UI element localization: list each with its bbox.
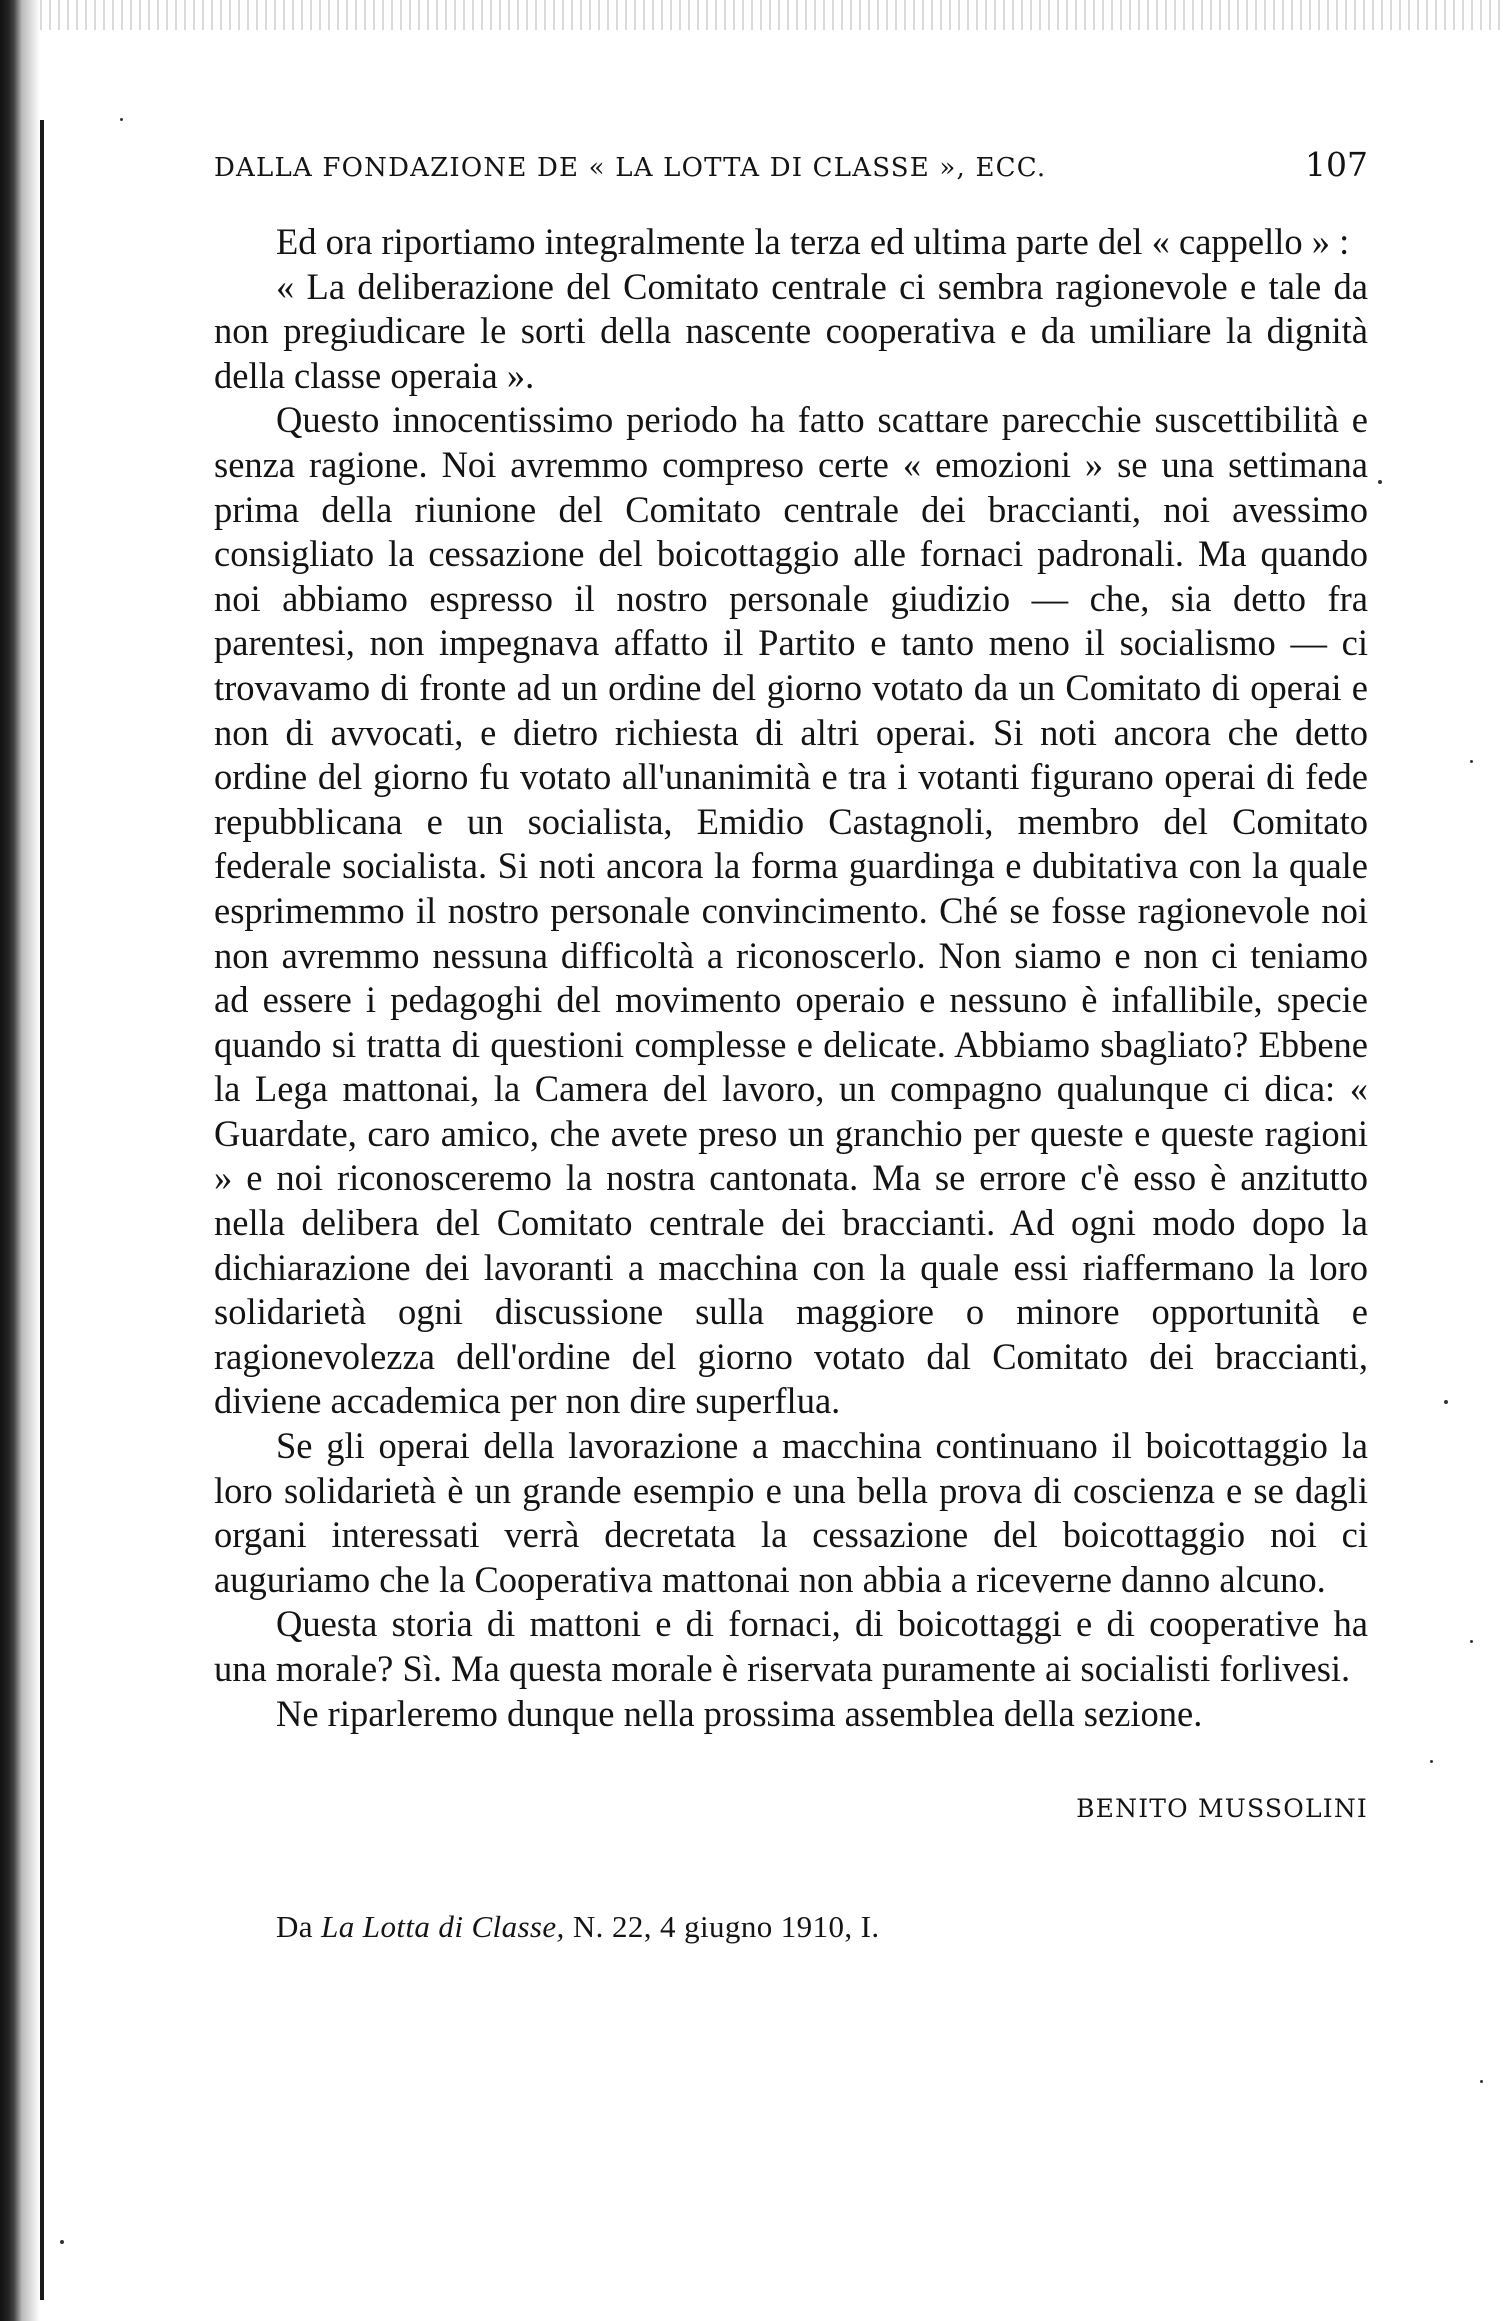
source-citation xyxy=(276,1909,1368,1945)
paragraph-2: « La deliberazione del Comitato centrale ci sembra ragionevole e tale da non pregiudicare le sorti della nascente cooperativa e da umiliare la dignità della classe operaia ». xyxy=(214,265,1368,396)
paragraph-3: Questo innocentissimo periodo ha fatto scattare parecchie suscettibilità e senza ragione. Noi avremmo compreso certe « emozioni » se una settimana prima della riunione del Comitato centrale dei braccianti, noi avessimo consigliato la cessazione del boicottaggio alle fornaci padronali. Ma quando noi abbiamo espresso il nostro personale giudizio — che, sia detto fra parentesi, non impegnava affatto il Partito e tanto meno il socialismo — ci trovavamo di fronte ad un ordine del giorno votato da un Comitato di operai e non di avvocati, e dietro richiesta di altri operai. Si noti ancora che detto ordine del giorno fu votato all'unanimità e tra i votanti figurano operai di fede repubblicana e un socialista, Emidio Castagnoli, membro del Comitato federale socialista. Si noti ancora la forma guardinga e dubitativa con la quale esprimemmo il nostro personale convincimento. Ché se fosse ragionevole noi non avremmo nessuna difficoltà a riconoscerlo. Non siamo e non ci teniamo ad essere i pedagoghi del movimento operaio e nessuno è infallibile, specie quando si tratta di questioni complesse e delicate. Abbiamo sbagliato? Ebbene la Lega mattonai, la Camera del lavoro, un compagno qualunque ci dica: « Guardate, caro amico, che avete preso un granchio per queste e queste ragioni » e noi riconosceremo la nostra cantonata. Ma se errore c'è esso è anzitutto nella delibera del Comitato centrale dei braccianti. Ad ogni modo dopo la dichiarazione dei lavoranti a macchina con la quale essi riaffermano la loro solidarietà ogni discussione sulla maggiore o minore opportunità e ragionevolezza dell'ordine del giorno votato dal Comitato dei braccianti, diviene accademica per non dire superflua. xyxy=(214,399,1368,1422)
page-number: 107 xyxy=(1305,145,1368,184)
book-page xyxy=(214,145,1368,1945)
source-publication: La Lotta di Classe, xyxy=(321,1909,565,1945)
running-head xyxy=(214,145,1368,184)
paragraph-6: Ne riparleremo dunque nella prossima assemblea della sezione. xyxy=(276,1692,1203,1734)
paragraph-4: Se gli operai della lavorazione a macchina continuano il boicottaggio la loro solidarietà è un grande esempio e una bella prova di coscienza e se dagli organi interessati verrà decretata la cessazione del boicottaggio noi ci auguriamo che la Cooperativa mattonai non abbia a riceverne danno alcuno. xyxy=(214,1425,1368,1600)
source-prefix: Da xyxy=(276,1909,313,1945)
source-details: N. 22, 4 giugno 1910, I. xyxy=(572,1909,880,1945)
scan-binding-line xyxy=(40,120,44,2300)
author-signature: BENITO MUSSOLINI xyxy=(1076,1794,1368,1824)
running-title: DALLA FONDAZIONE DE « LA LOTTA DI CLASSE », ECC. xyxy=(214,153,1047,183)
scan-left-edge xyxy=(0,0,52,2321)
paragraph-5: Questa storia di mattoni e di fornaci, di boicottaggi e di cooperative ha una morale? Sì. Ma questa morale è riservata puramente ai socialisti forlivesi. xyxy=(214,1603,1368,1689)
article-body xyxy=(214,220,1368,1736)
paragraph-1: Ed ora riportiamo integralmente la terza ed ultima parte del « cappello » : xyxy=(276,221,1350,262)
scan-top-noise xyxy=(40,0,1503,30)
